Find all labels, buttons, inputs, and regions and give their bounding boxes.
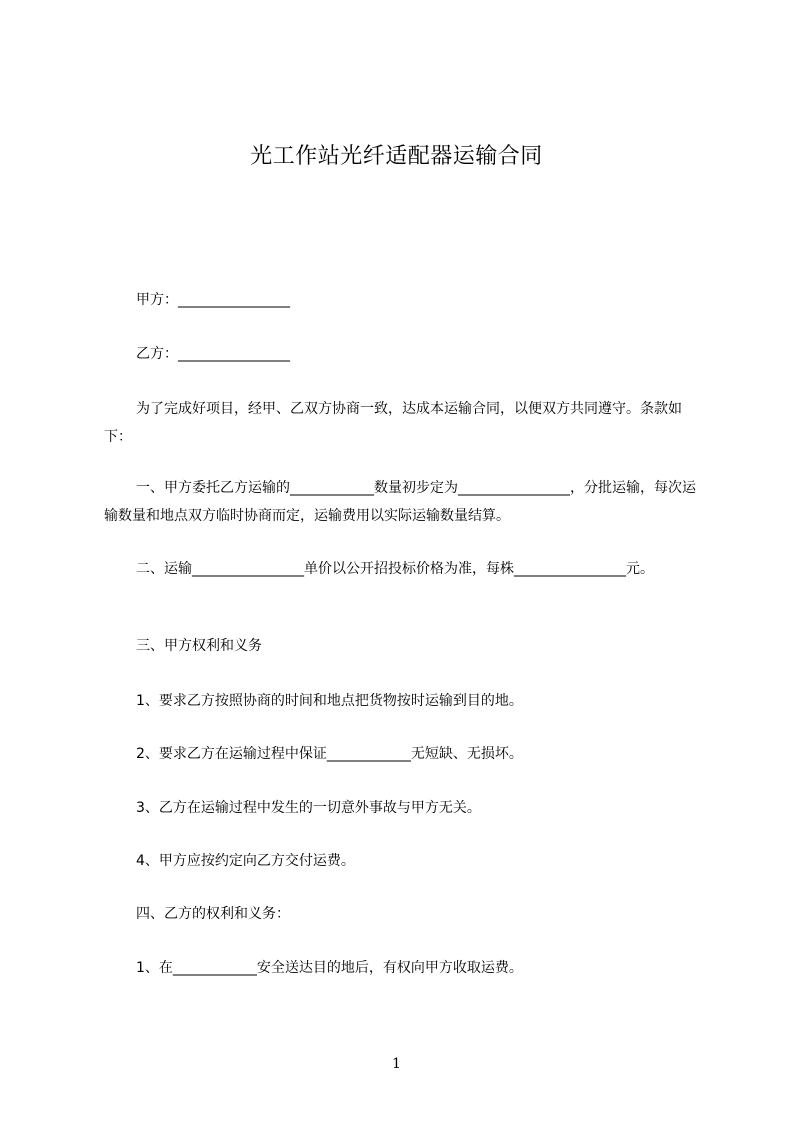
- clause-1-paragraph: 一、甲方委托乙方运输的____________数量初步定为________________，分批运输，每次运输数量和地点双方临时协商而定，运输费用以实际运输数量结算。: [104, 480, 696, 524]
- section-4-heading: 四、乙方的权利和义务：: [136, 906, 290, 922]
- preamble-paragraph: 为了完成好项目，经甲、乙双方协商一致，达成本运输合同，以便双方共同遵守。条款如下：: [104, 401, 682, 445]
- section-3-heading: 三、甲方权利和义务: [136, 638, 262, 654]
- section-4-item-1: 1、在____________安全送达目的地后，有权向甲方收取运费。: [136, 960, 523, 976]
- clause-2-paragraph: 二、运输________________单价以公开招投标价格为准，每株________________元。: [136, 561, 654, 577]
- party-a-line: 甲方：________________: [136, 292, 290, 308]
- section-3-item-1: 1、要求乙方按照协商的时间和地点把货物按时运输到目的地。: [136, 693, 523, 709]
- section-3-item-2: 2、要求乙方在运输过程中保证____________无短缺、无损坏。: [136, 746, 523, 762]
- document-title: 光工作站光纤适配器运输合同: [250, 144, 543, 169]
- page-number: 1: [392, 1056, 401, 1072]
- section-3-item-3: 3、乙方在运输过程中发生的一切意外事故与甲方无关。: [136, 800, 481, 816]
- party-b-line: 乙方：________________: [136, 346, 290, 362]
- section-3-item-4: 4、甲方应按约定向乙方交付运费。: [136, 853, 355, 869]
